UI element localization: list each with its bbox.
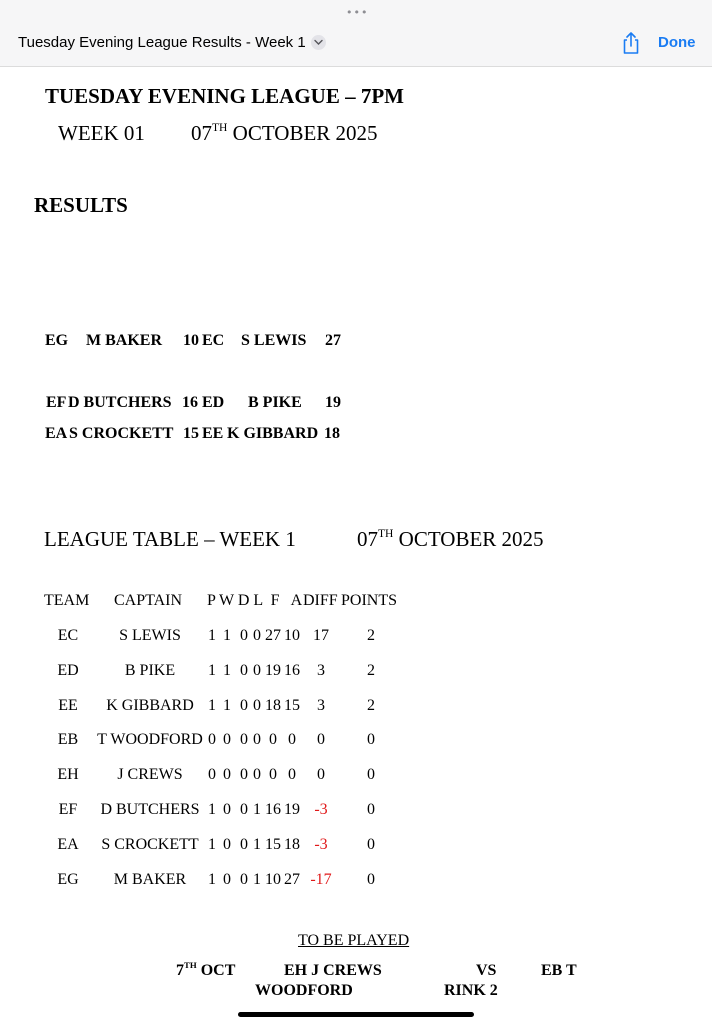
fixture-team1: EH J CREWS <box>284 962 382 979</box>
table-heading: LEAGUE TABLE – WEEK 1 <box>44 527 296 551</box>
cell-l: 1 <box>253 870 261 888</box>
cell-w: 0 <box>223 801 231 818</box>
cell-p: 1 <box>208 696 216 714</box>
cell-team: EB <box>57 731 79 749</box>
cell-l: 0 <box>253 766 261 784</box>
score: 10 <box>183 332 199 349</box>
cell-d: 0 <box>240 627 248 644</box>
player-name: S LEWIS <box>241 332 307 349</box>
cell-team: EA <box>57 835 79 853</box>
results-heading: RESULTS <box>34 193 128 217</box>
cell-a: 10 <box>284 627 300 644</box>
share-icon <box>621 31 641 55</box>
cell-a: 16 <box>284 661 300 679</box>
cell-team: EC <box>57 627 79 644</box>
header-captain: CAPTAIN <box>114 592 183 609</box>
cell-d: 0 <box>240 661 248 679</box>
cell-diff: -17 <box>310 870 332 888</box>
cell-diff: 0 <box>317 766 325 784</box>
cell-a: 27 <box>284 870 300 888</box>
cell-p: 1 <box>208 835 216 853</box>
cell-f: 16 <box>265 801 281 818</box>
cell-points: 0 <box>367 766 375 784</box>
cell-captain: S LEWIS <box>119 627 181 644</box>
cell-points: 0 <box>367 870 375 888</box>
score: 27 <box>325 332 341 349</box>
cell-f: 27 <box>265 627 281 644</box>
title-menu-button[interactable] <box>311 35 326 50</box>
player-name: D BUTCHERS <box>68 394 172 411</box>
team-code: EE <box>202 425 224 442</box>
cell-p: 1 <box>208 801 216 818</box>
cell-a: 0 <box>288 766 296 784</box>
cell-points: 0 <box>367 835 375 853</box>
cell-p: 0 <box>208 766 216 784</box>
header-team: TEAM <box>44 592 90 609</box>
league-title: TUESDAY EVENING LEAGUE – 7PM <box>45 84 404 108</box>
cell-team: EF <box>58 801 78 818</box>
home-indicator[interactable] <box>238 1012 474 1017</box>
cell-diff: 3 <box>317 661 325 679</box>
cell-f: 0 <box>269 731 277 749</box>
cell-captain: J CREWS <box>117 766 183 784</box>
fixture-rink: RINK 2 <box>444 982 498 999</box>
team-code: ED <box>202 394 225 411</box>
header-points: POINTS <box>341 592 398 609</box>
cell-p: 1 <box>208 627 216 644</box>
cell-d: 0 <box>240 801 248 818</box>
cell-team: EH <box>57 766 79 784</box>
share-button[interactable] <box>621 31 641 60</box>
done-button[interactable]: Done <box>658 34 696 51</box>
cell-points: 0 <box>367 801 375 818</box>
cell-l: 1 <box>253 835 261 853</box>
chevron-down-icon <box>314 39 323 46</box>
cell-captain: D BUTCHERS <box>100 801 200 818</box>
cell-w: 0 <box>223 766 231 784</box>
cell-a: 15 <box>284 696 300 714</box>
cell-captain: M BAKER <box>113 870 187 888</box>
team-code: EF <box>46 394 67 411</box>
cell-d: 0 <box>240 731 248 749</box>
week-label: WEEK 01 <box>58 121 145 145</box>
score: 18 <box>324 425 340 442</box>
cell-a: 19 <box>284 801 300 818</box>
cell-w: 0 <box>223 835 231 853</box>
cell-l: 1 <box>253 801 261 818</box>
to-be-played-heading: TO BE PLAYED <box>298 932 410 949</box>
score: 15 <box>183 425 199 442</box>
cell-p: 1 <box>208 870 216 888</box>
cell-team: ED <box>57 661 79 679</box>
fixture-date: 7TH OCT <box>176 959 236 979</box>
cell-points: 2 <box>367 627 375 644</box>
cell-w: 1 <box>223 627 231 644</box>
cell-f: 0 <box>269 766 277 784</box>
cell-w: 0 <box>223 870 231 888</box>
fixture-team2: EB T <box>541 962 577 979</box>
cell-diff: 0 <box>317 731 325 749</box>
cell-f: 19 <box>265 661 281 679</box>
cell-captain: T WOODFORD <box>97 731 203 749</box>
cell-team: EE <box>58 696 78 714</box>
score: 19 <box>325 394 341 411</box>
more-dots-icon[interactable]: ••• <box>346 6 369 19</box>
viewer-toolbar <box>0 0 712 67</box>
cell-diff: 17 <box>313 627 329 644</box>
cell-d: 0 <box>240 835 248 853</box>
cell-points: 2 <box>367 696 375 714</box>
cell-l: 0 <box>253 731 261 749</box>
cell-team: EG <box>57 870 79 888</box>
cell-d: 0 <box>240 766 248 784</box>
cell-points: 2 <box>367 661 375 679</box>
cell-captain: K GIBBARD <box>106 696 194 714</box>
cell-l: 0 <box>253 661 261 679</box>
cell-l: 0 <box>253 696 261 714</box>
header-pwdlfa: P W D L F A <box>207 592 303 609</box>
cell-diff: 3 <box>317 696 325 714</box>
cell-d: 0 <box>240 870 248 888</box>
fixture-team2-cont: WOODFORD <box>255 982 353 999</box>
header-diff: DIFF <box>303 592 338 609</box>
cell-w: 0 <box>223 731 231 749</box>
cell-f: 18 <box>265 696 281 714</box>
player-name: B PIKE <box>248 394 302 411</box>
cell-a: 0 <box>288 731 296 749</box>
player-name: M BAKER <box>86 332 162 349</box>
header-date: 07TH OCTOBER 2025 <box>191 121 378 145</box>
document-title: Tuesday Evening League Results - Week 1 <box>18 34 306 51</box>
cell-f: 15 <box>265 835 281 853</box>
cell-p: 0 <box>208 731 216 749</box>
cell-captain: B PIKE <box>124 661 176 679</box>
team-code: EC <box>202 332 225 349</box>
fixture-vs: VS <box>476 962 497 979</box>
cell-points: 0 <box>367 731 375 749</box>
cell-captain: S CROCKETT <box>101 835 199 853</box>
team-code: EA <box>45 425 68 442</box>
cell-diff: -3 <box>314 801 328 818</box>
cell-w: 1 <box>223 661 231 679</box>
cell-a: 18 <box>284 835 300 853</box>
cell-p: 1 <box>208 661 216 679</box>
cell-l: 0 <box>253 627 261 644</box>
table-date: 07TH OCTOBER 2025 <box>357 527 544 551</box>
team-code: EG <box>45 332 69 349</box>
cell-w: 1 <box>223 696 231 714</box>
player-name: K GIBBARD <box>227 425 319 442</box>
player-name: S CROCKETT <box>69 425 174 442</box>
score: 16 <box>182 394 198 411</box>
cell-d: 0 <box>240 696 248 714</box>
cell-f: 10 <box>265 870 281 888</box>
cell-diff: -3 <box>314 835 328 853</box>
